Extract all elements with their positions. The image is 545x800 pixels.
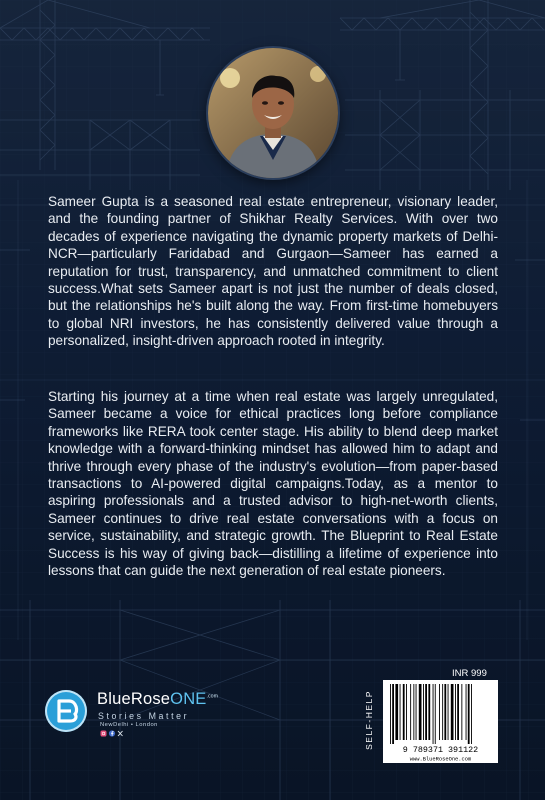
barcode-bar: [461, 684, 462, 740]
barcode-bar: [392, 684, 394, 744]
publisher-name-accent: ONE: [170, 690, 207, 708]
barcode-bar: [413, 684, 414, 740]
publisher-tagline: Stories Matter: [98, 711, 190, 721]
barcode-bar: [442, 684, 443, 740]
barcode-bar: [468, 684, 470, 744]
x-icon: [118, 731, 123, 736]
barcode-bars: [390, 684, 472, 744]
barcode-bar: [455, 684, 456, 740]
publisher-cities: NewDelhi • London: [100, 722, 158, 728]
facebook-icon: [109, 730, 115, 736]
barcode-bar: [435, 684, 436, 744]
barcode-bar: [466, 684, 467, 740]
barcode-bar: [433, 684, 434, 744]
author-portrait-image: [208, 48, 338, 178]
publisher-logo: [45, 688, 265, 758]
barcode-bar: [448, 684, 449, 740]
barcode-bar: [471, 684, 472, 744]
publisher-name-suffix: .com: [206, 693, 219, 700]
isbn-barcode: [383, 680, 498, 763]
barcode-bar: [390, 684, 391, 744]
barcode-bar: [419, 684, 422, 740]
instagram-icon: [101, 731, 107, 737]
category-label: SELF-HELP: [364, 690, 374, 750]
author-photo: [208, 48, 338, 178]
barcode-bar: [457, 684, 459, 740]
isbn-digits: 9 789371 391122: [402, 745, 479, 755]
barcode-bar: [451, 684, 454, 740]
publisher-name-primary: BlueRose: [97, 690, 171, 708]
price-label: INR 999: [452, 668, 487, 679]
barcode-bar: [416, 684, 417, 740]
publisher-name: [97, 690, 218, 709]
barcode-bar: [395, 684, 398, 740]
bluerose-logo-icon: [45, 690, 87, 732]
publisher-website: www.BlueRoseOne.com: [409, 756, 472, 763]
barcode-bar: [423, 684, 424, 740]
barcode-bar: [425, 684, 427, 740]
barcode-bar: [428, 684, 430, 740]
author-bio-paragraph-1: Sameer Gupta is a seasoned real estate entrepreneur, visionary leader, and the founding partner of Shikhar Realty Services. With over two decades of experience navigating the dynamic property markets of Delhi-NCR—particularly Faridabad and Gurgaon—Sameer has earned a reputation for trust, transparency, and unmatched commitment to client success.What sets Sameer apart is not just the number of deals closed, but the relationships he's built along the way. From first-time homebuyers to global NRI investors, he has consistently delivered value through a personalized, insight-driven approach rooted in integrity.: [48, 194, 498, 349]
barcode-bar: [444, 684, 446, 740]
barcode-bar: [403, 684, 405, 740]
barcode-bar: [439, 684, 440, 740]
barcode-bar: [400, 684, 401, 740]
social-icons: [100, 730, 132, 737]
author-bio-paragraph-2: Starting his journey at a time when real estate was largely unregulated, Sameer became a voice for ethical practices long before compliance frameworks like RERA took center stage. His ability to blend deep market knowledge with a forward-thinking mindset has allowed him to adapt and thrive through every phase of the industry's evolution—from paper-based transactions to AI-powered digital campaigns.Today, as a mentor to aspiring professionals and a trusted advisor to high-net-worth clients, Sameer continues to drive real estate conversations with a focus on service, sustainability, and strategic growth. The Blueprint to Real Estate Success is his way of giving back—distilling a lifetime of experience into lessons that can guide the next generation of real estate pioneers.: [48, 389, 498, 579]
barcode-bar: [406, 684, 407, 740]
barcode-bar: [410, 684, 411, 740]
